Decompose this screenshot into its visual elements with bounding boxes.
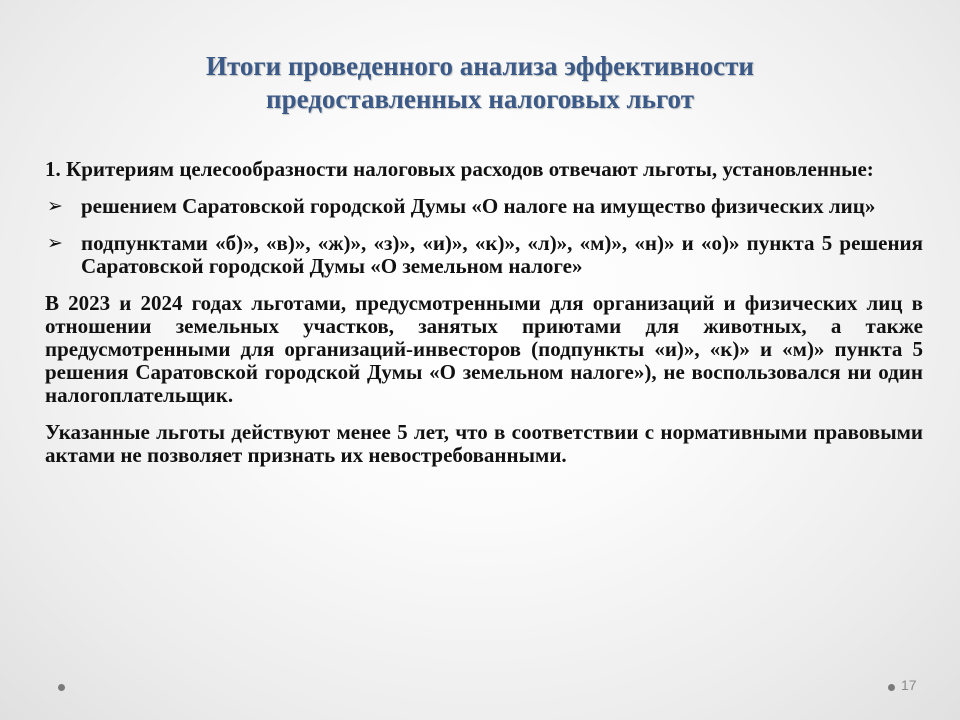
bullet-text: подпунктами «б)», «в)», «ж)», «з)», «и)», «к)», «л)», «м)», «н)» и «о)» пункта 5 решения Саратовской городской Думы «О земельном налоге» [81, 231, 923, 278]
slide-body [45, 158, 923, 481]
arrowhead-bullet-icon: ➢ [47, 232, 63, 254]
criteria-paragraph: 1. Критериям целесообразности налоговых расходов отвечают льготы, установленные: [45, 157, 874, 181]
bullet-item-land-tax [45, 232, 923, 278]
bullet-text: решением Саратовской городской Думы «О налоге на имущество физических лиц» [81, 194, 876, 218]
footer-dot-left [58, 684, 65, 691]
slide-title [60, 50, 900, 116]
page-number: 17 [901, 677, 917, 693]
bullet-item-property-tax [45, 195, 923, 218]
usage-paragraph: В 2023 и 2024 годах льготами, предусмотренными для организаций и физических лиц в отношении земельных участков, занятых приютами для животных, а также предусмотренными для организаций-инвесторов (подпункты «и)», «к)» и «м)» пункта 5 решения Саратовской городской Думы «О земельном налоге»), не воспользовался ни один налогоплательщик. [45, 291, 923, 407]
arrowhead-bullet-icon: ➢ [47, 195, 63, 217]
slide-title-line-1: Итоги проведенного анализа эффективности [206, 51, 754, 81]
footer-dot-right [888, 684, 895, 691]
conclusion-paragraph: Указанные льготы действуют менее 5 лет, что в соответствии с нормативными правовыми актами не позволяет признать их невостребованными. [45, 420, 923, 467]
slide-title-line-2: предоставленных налоговых льгот [266, 84, 694, 114]
